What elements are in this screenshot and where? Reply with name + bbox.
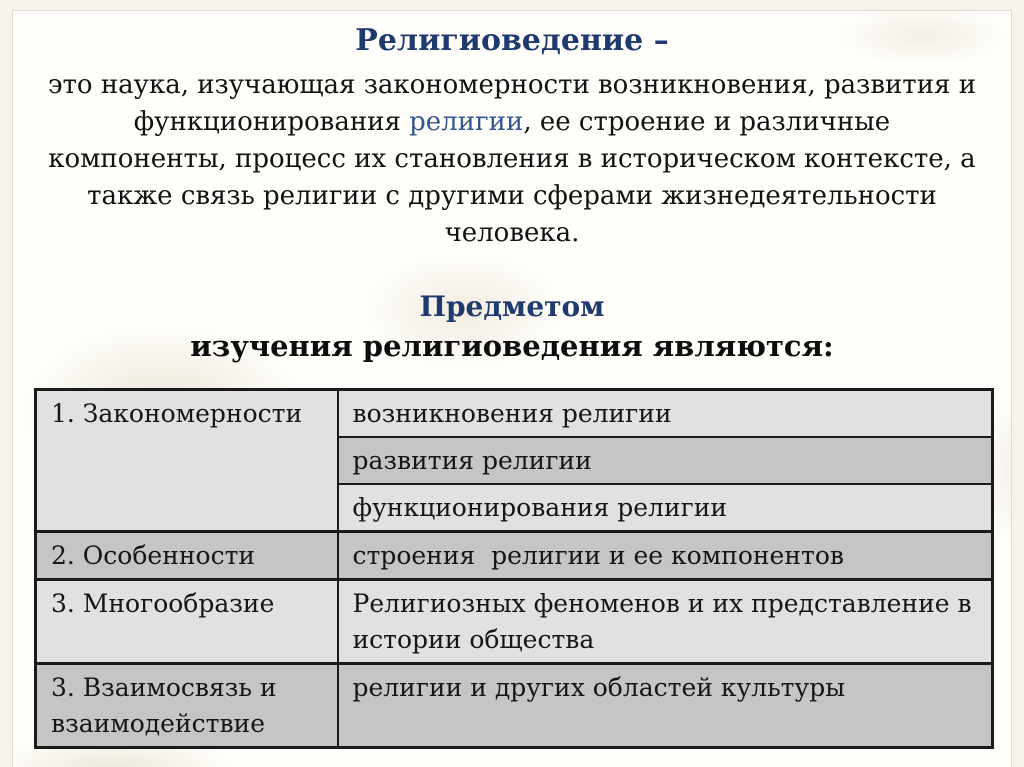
slide-panel <box>12 10 1012 767</box>
row-label-cell: 1. Закономерности <box>36 390 338 532</box>
definition-line: это наука, изучающая закономерности возникновения, развития и <box>47 70 977 100</box>
row-item-cell: функционирования религии <box>338 484 993 532</box>
row-item-cell: Религиозных феноменов и их представление в истории общества <box>338 580 993 664</box>
subjects-table <box>34 388 994 749</box>
row-item-cell: развития религии <box>338 437 993 484</box>
slide-title: Религиоведение – <box>355 23 669 58</box>
subject-heading <box>13 288 1011 366</box>
table-row <box>36 532 993 580</box>
definition-line: также связь религии с другими сферами жизнедеятельности <box>87 181 937 211</box>
row-label-cell: 2. Особенности <box>36 532 338 580</box>
table-row <box>36 580 993 664</box>
table-row <box>36 664 993 748</box>
row-label-cell: 3. Многообразие <box>36 580 338 664</box>
definition-line2-pre: функционирования <box>133 107 410 137</box>
subject-heading-line1: Предметом <box>419 290 605 323</box>
religion-highlight: религии <box>409 107 524 137</box>
row-item-cell: религии и других областей культуры <box>338 664 993 748</box>
table-row <box>36 390 993 438</box>
row-item-cell: возникновения религии <box>338 390 993 438</box>
definition-line: человека. <box>444 218 580 248</box>
definition-line2-post: , ее строение и различные <box>523 107 891 137</box>
definition-line: компоненты, процесс их становления в историческом контексте, а <box>48 144 976 174</box>
subject-heading-line2: изучения религиоведения являются: <box>190 329 834 363</box>
definition-paragraph <box>13 67 1011 252</box>
row-item-cell: строения религии и ее компонентов <box>338 532 993 580</box>
definition-line <box>13 104 1011 141</box>
row-label-cell: 3. Взаимосвязь и взаимодействие <box>36 664 338 748</box>
